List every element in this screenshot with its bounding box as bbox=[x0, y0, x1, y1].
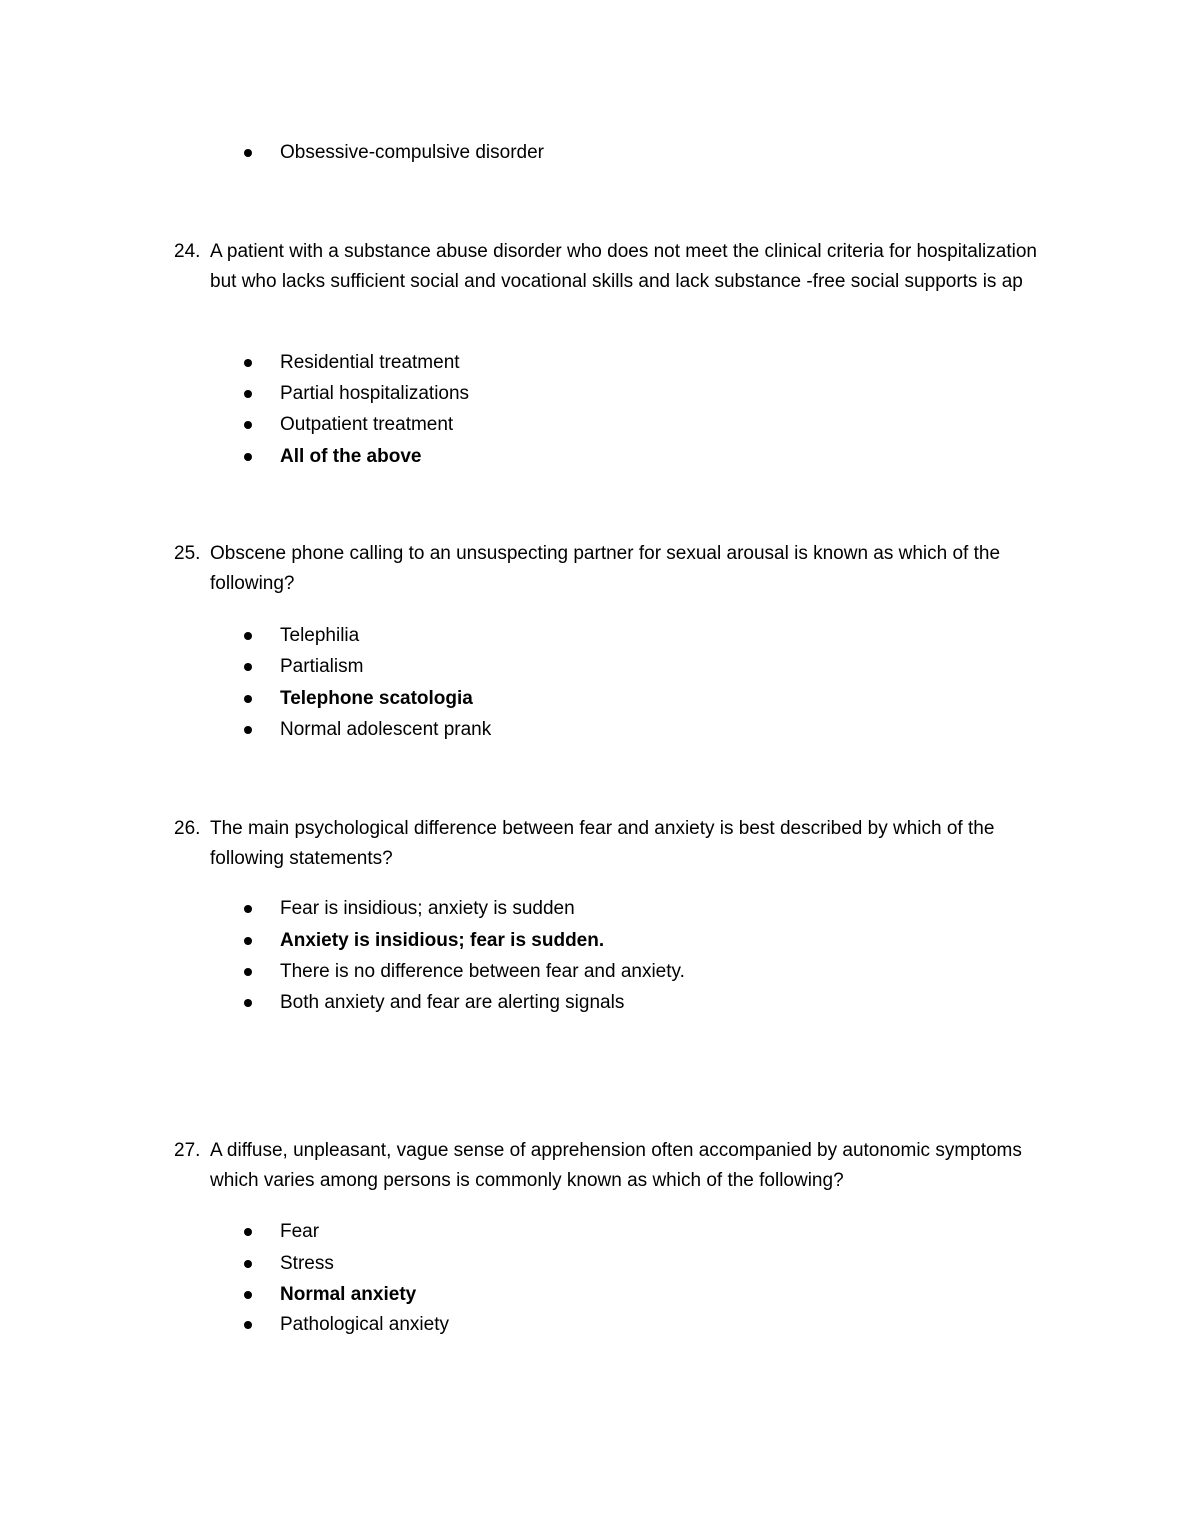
option-text: Normal adolescent prank bbox=[280, 719, 492, 740]
bullet-icon bbox=[244, 905, 252, 913]
question-number: 25. bbox=[174, 543, 201, 564]
bullet-icon bbox=[244, 695, 252, 703]
option-text: Outpatient treatment bbox=[280, 414, 454, 435]
question-text: A patient with a substance abuse disorder who does not meet the clinical criteria for hospitalization but who lacks sufficient social and vocational skills and lack substance -free social supports is ap bbox=[210, 241, 1037, 292]
bullet-icon bbox=[244, 1228, 252, 1236]
bullet-icon bbox=[244, 1321, 252, 1329]
question-text: Obscene phone calling to an unsuspecting partner for sexual arousal is known as which of the following? bbox=[210, 543, 1001, 594]
bullet-icon bbox=[244, 1260, 252, 1268]
question-number: 24. bbox=[174, 241, 201, 262]
question-number: 26. bbox=[174, 818, 201, 839]
option-text: There is no difference between fear and anxiety. bbox=[280, 961, 685, 982]
question-number: 27. bbox=[174, 1140, 201, 1161]
bullet-icon bbox=[244, 149, 252, 157]
option-text: Telephone scatologia bbox=[280, 688, 473, 709]
bullet-icon bbox=[244, 390, 252, 398]
option-text: Stress bbox=[280, 1253, 334, 1274]
question-text: A diffuse, unpleasant, vague sense of apprehension often accompanied by autonomic symptoms which varies among persons is commonly known as which of the following? bbox=[210, 1140, 1022, 1191]
option-text: Partialism bbox=[280, 656, 364, 677]
option-text: Both anxiety and fear are alerting signals bbox=[280, 992, 625, 1013]
option-text: Obsessive-compulsive disorder bbox=[280, 142, 544, 163]
bullet-icon bbox=[244, 726, 252, 734]
bullet-icon bbox=[244, 999, 252, 1007]
bullet-icon bbox=[244, 937, 252, 945]
option-text: Partial hospitalizations bbox=[280, 383, 470, 404]
option-text: Anxiety is insidious; fear is sudden. bbox=[280, 930, 605, 951]
option-text: Residential treatment bbox=[280, 352, 460, 373]
option-text: Pathological anxiety bbox=[280, 1314, 449, 1335]
bullet-icon bbox=[244, 421, 252, 429]
bullet-icon bbox=[244, 663, 252, 671]
option-text: Fear bbox=[280, 1221, 320, 1242]
option-text: Telephilia bbox=[280, 625, 360, 646]
bullet-icon bbox=[244, 968, 252, 976]
option-text: All of the above bbox=[280, 446, 422, 467]
bullet-icon bbox=[244, 453, 252, 461]
question-text: The main psychological difference between fear and anxiety is best described by which of the following statements? bbox=[210, 818, 995, 869]
bullet-icon bbox=[244, 359, 252, 367]
bullet-icon bbox=[244, 632, 252, 640]
bullet-icon bbox=[244, 1291, 252, 1299]
option-text: Normal anxiety bbox=[280, 1284, 417, 1305]
option-text: Fear is insidious; anxiety is sudden bbox=[280, 898, 575, 919]
